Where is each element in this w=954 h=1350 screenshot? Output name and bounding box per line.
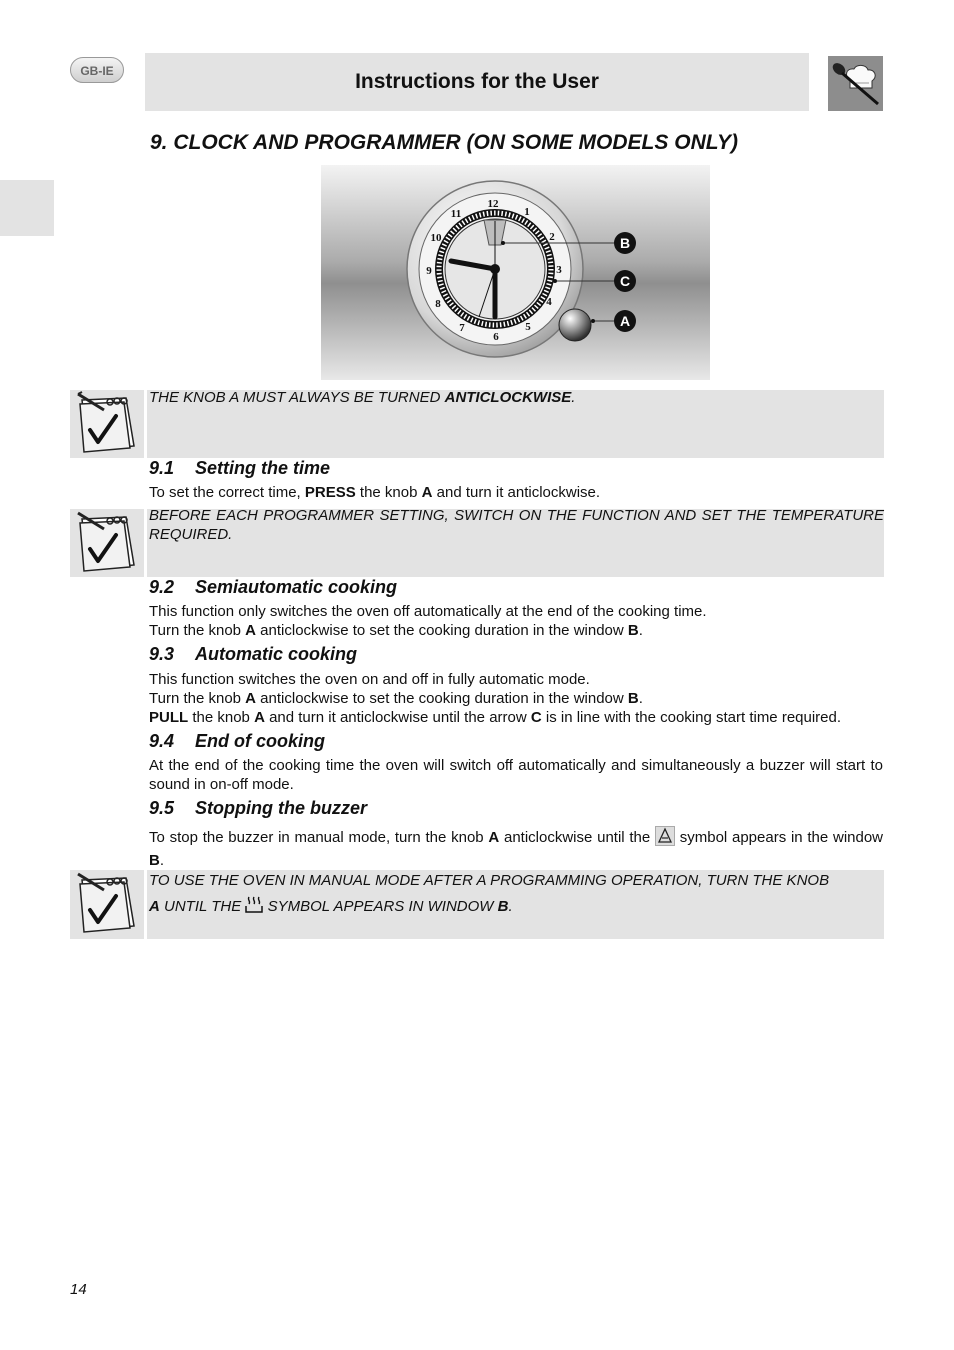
note-anticlockwise: [147, 390, 884, 458]
note-manual-mode: [147, 870, 884, 939]
manual-mode-hand-icon: [655, 826, 675, 851]
subsection-heading-9-4: [149, 731, 325, 752]
note-text: THE KNOB A MUST ALWAYS BE TURNED: [149, 389, 445, 406]
note-text: BEFORE EACH PROGRAMMER SETTING, SWITCH ON THE FUNCTION AND SET THE TEMPERATURE REQUIRED.: [149, 507, 884, 543]
bold-text: B: [627, 690, 639, 707]
dial-number: 8: [435, 298, 441, 310]
header-title: Instructions for the User: [355, 70, 599, 93]
text: To stop the buzzer in manual mode, turn the knob: [149, 829, 489, 846]
dial-number: 12: [487, 198, 499, 210]
note-text: .: [571, 389, 576, 406]
subsection-number: 9.3: [149, 644, 175, 664]
subsection-title: End of cooking: [195, 731, 325, 751]
bold-text: PULL: [149, 709, 189, 726]
note-text: UNTIL THE: [159, 898, 246, 915]
note-bold: ANTICLOCKWISE: [444, 389, 572, 406]
dial-number: 2: [549, 231, 555, 243]
note-text: TO USE THE OVEN IN MANUAL MODE AFTER A PROGRAMMING OPERATION, TURN THE KNOB: [149, 872, 830, 889]
header-bar: [145, 53, 809, 111]
dial-number: 10: [430, 232, 442, 244]
dial-number: 7: [459, 322, 465, 334]
subsection-heading-9-1: [149, 458, 330, 479]
subsection-title: Setting the time: [195, 458, 331, 478]
text: To set the correct time,: [149, 484, 305, 501]
paragraph: [149, 670, 883, 727]
paragraph: At the end of the cooking time the oven will switch off automatically and simultaneously a buzzer will start to sound in on-off mode.: [149, 757, 883, 793]
bold-text: B: [149, 852, 160, 869]
note-before-programmer: [147, 509, 884, 577]
note-bold: B: [497, 898, 509, 915]
side-tab: [0, 180, 54, 236]
text: anticlockwise to set the cooking duration in the window: [256, 622, 628, 639]
bold-text: C: [530, 709, 542, 726]
subsection-number: 9.2: [149, 577, 175, 597]
subsection-number: 9.5: [149, 798, 175, 818]
text-line: [149, 621, 883, 640]
text: .: [638, 690, 643, 707]
subsection-heading-9-3: [149, 644, 357, 665]
bold-text: A: [488, 829, 500, 846]
dial-number: 6: [493, 331, 499, 343]
note-icon-box: [70, 870, 144, 939]
subsection-title: Semiautomatic cooking: [195, 577, 398, 597]
notepad-check-icon: [70, 390, 144, 458]
dial-number: 9: [426, 265, 432, 277]
bold-text: PRESS: [304, 484, 356, 501]
note-bold: A: [149, 898, 160, 915]
subsection-title: Stopping the buzzer: [195, 798, 367, 818]
bold-text: B: [627, 622, 639, 639]
oven-heat-symbol-icon: [245, 895, 263, 924]
section-title: 9. CLOCK AND PROGRAMMER (ON SOME MODELS ONLY): [150, 131, 738, 154]
text: anticlockwise to set the cooking duration in the window: [256, 690, 628, 707]
text: Turn the knob: [149, 622, 246, 639]
text: anticlockwise until the: [499, 829, 655, 846]
bold-text: A: [254, 709, 265, 726]
subsection-number: 9.4: [149, 731, 175, 751]
text: .: [638, 622, 643, 639]
text: symbol appears in the window: [674, 829, 884, 846]
text-line: [149, 689, 883, 708]
callout-label: A: [619, 313, 631, 329]
callout-label: B: [619, 235, 631, 251]
note-text: .: [508, 898, 513, 915]
dial-number: 1: [524, 206, 530, 218]
note-icon-box: [70, 509, 144, 577]
subsection-number: 9.1: [149, 458, 175, 478]
subsection-heading-9-2: [149, 577, 397, 598]
text: This function only switches the oven off automatically at the end of the cooking time.: [149, 603, 707, 620]
page-number: 14: [70, 1281, 87, 1298]
text: and turn it anticlockwise until the arrow: [264, 709, 531, 726]
bold-text: A: [245, 622, 257, 639]
text: This function switches the oven on and off in fully automatic mode.: [149, 671, 590, 688]
text: and turn it anticlockwise.: [432, 484, 601, 501]
text: Turn the knob: [149, 690, 246, 707]
note-icon-box: [70, 390, 144, 458]
dial-number: 4: [546, 296, 552, 308]
note-text: SYMBOL APPEARS IN WINDOW: [263, 898, 498, 915]
dial-number: 5: [525, 321, 531, 333]
dial-number: 11: [450, 208, 462, 220]
notepad-check-icon: [70, 509, 144, 577]
subsection-heading-9-5: [149, 798, 367, 819]
clock-programmer-figure: [321, 165, 710, 380]
note-text-line: [149, 894, 884, 924]
text: is in line with the cooking start time required.: [541, 709, 842, 726]
text-line: [149, 708, 883, 727]
paragraph: [149, 826, 883, 870]
dial-number: 3: [556, 264, 562, 276]
paragraph: [149, 483, 883, 502]
subsection-title: Automatic cooking: [195, 644, 358, 664]
chef-spoon-logo-icon: [828, 56, 883, 111]
bold-text: A: [245, 690, 257, 707]
text: the knob: [188, 709, 255, 726]
bold-text: A: [421, 484, 433, 501]
paragraph: [149, 602, 883, 640]
notepad-check-icon: [70, 870, 144, 938]
text: .: [159, 852, 165, 869]
language-badge: GB-IE: [70, 57, 124, 83]
callout-label: C: [619, 273, 631, 289]
text: the knob: [355, 484, 422, 501]
